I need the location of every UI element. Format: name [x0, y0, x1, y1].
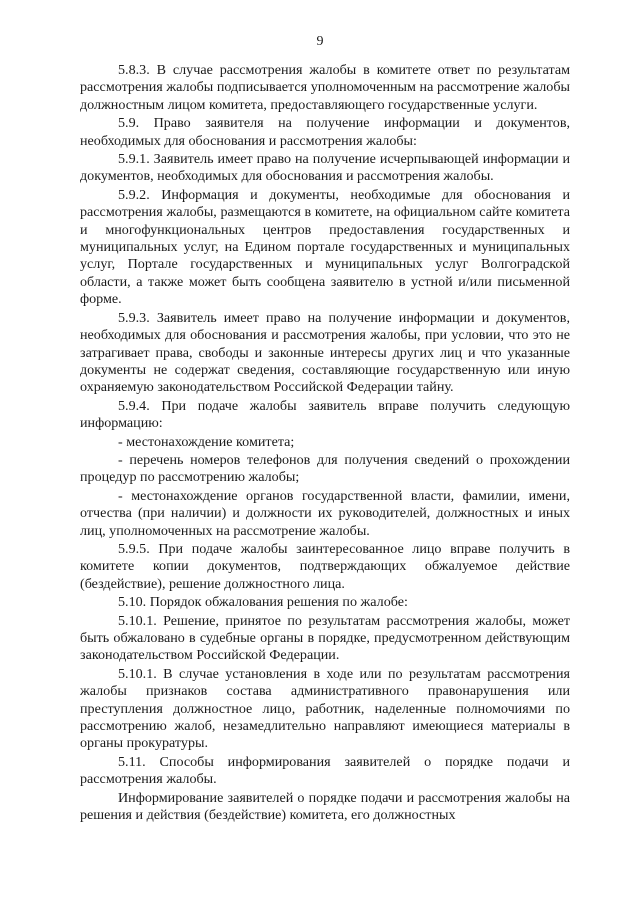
paragraph-5-9-1: 5.9.1. Заявитель имеет право на получение исчерпывающей информации и документов, необходимых для обоснования и рассмотрения жалобы. [80, 151, 570, 185]
paragraph-5-9: 5.9. Право заявителя на получение информации и документов, необходимых для обоснования и рассмотрения жалобы: [80, 115, 570, 149]
paragraph-5-10-1-second: 5.10.1. В случае установления в ходе или по результатам рассмотрения жалобы признаков состава административного правонарушения или преступления должностное лицо, работник, наделенные полномочиями по рассмотрению жалоб, незамедлительно направляют имеющиеся материалы в органы прокуратуры. [80, 665, 570, 752]
paragraph-5-8-3: 5.8.3. В случае рассмотрения жалобы в комитете ответ по результатам рассмотрения жалобы подписывается уполномоченным на рассмотрение жалобы должностным лицом комитета, предоставляющего государственные услуги. [80, 62, 570, 113]
paragraph-informing: Информирование заявителей о порядке подачи и рассмотрения жалобы на решения и действия (бездействие) комитета, его должностных [80, 789, 570, 824]
list-item-phone-numbers: - перечень номеров телефонов для получения сведений о прохождении процедур по рассмотрению жалобы; [80, 451, 570, 486]
paragraph-5-9-3: 5.9.3. Заявитель имеет право на получение информации и документов, необходимых для обоснования и рассмотрения жалобы, при условии, что это не затрагивает права, свободы и законные интересы других лиц и что указанные документы не содержат сведения, составляющие государственную или иную охраняемую законодательством Российской Федерации тайну. [80, 309, 570, 396]
paragraph-5-11: 5.11. Способы информирования заявителей о порядке подачи и рассмотрения жалобы. [80, 753, 570, 788]
paragraph-5-9-5: 5.9.5. При подаче жалобы заинтересованное лицо вправе получить в комитете копии документов, подтверждающих обжалуемое действие (бездействие), решение должностного лица. [80, 540, 570, 592]
paragraph-5-10: 5.10. Порядок обжалования решения по жалобе: [118, 594, 408, 611]
list-item-authorities-location: - местонахождение органов государственной власти, фамилии, имени, отчества (при наличии) и должности их руководителей, должностных и иных лиц, уполномоченных на рассмотрение жалобы. [80, 487, 570, 539]
paragraph-5-9-2: 5.9.2. Информация и документы, необходимые для обоснования и рассмотрения жалобы, размещаются в комитете, на официальном сайте комитета и многофункциональных центров предоставления государственных и муниципальных услуг, на Едином портале государственных и муниципальных услуг, Портале государственных и муниципальных услуг Волгоградской области, а также может быть сообщена заявителю в устной и/или письменной форме. [80, 186, 570, 308]
paragraph-5-10-1: 5.10.1. Решение, принятое по результатам рассмотрения жалобы, может быть обжаловано в судебные органы в порядке, предусмотренном действующим законодательством Российской Федерации. [80, 612, 570, 664]
list-item-committee-location: - местонахождение комитета; [118, 433, 295, 450]
page-number: 9 [316, 34, 324, 49]
document-body [80, 62, 570, 824]
paragraph-5-9-4: 5.9.4. При подаче жалобы заявитель вправе получить следующую информацию: [80, 397, 570, 432]
